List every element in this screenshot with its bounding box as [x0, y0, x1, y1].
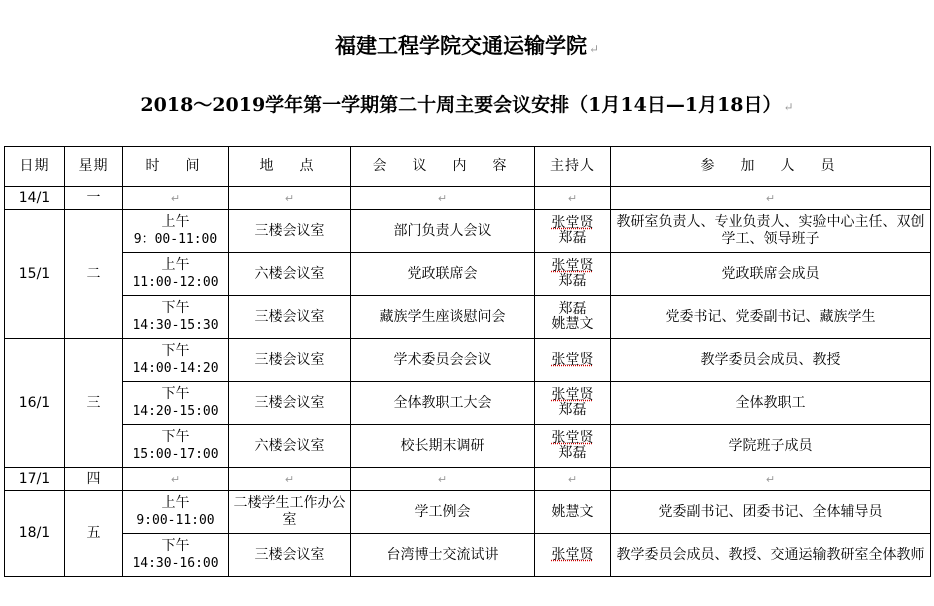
cell-place: ↵ [229, 468, 351, 491]
cell-content: 学术委员会会议 [351, 339, 535, 382]
cell-place: 六楼会议室 [229, 425, 351, 468]
cell-time: 下午 14:00-14:20 [123, 339, 229, 382]
cell-weekday: 一 [65, 187, 123, 210]
cell-host: ↵ [535, 468, 611, 491]
table-row [5, 339, 931, 382]
cell-participants: 学院班子成员 [611, 425, 931, 468]
cell-content: 台湾博士交流试讲 [351, 534, 535, 577]
cell-participants: 全体教职工 [611, 382, 931, 425]
cell-participants: 教学委员会成员、教授、交通运输教研室全体教师 [611, 534, 931, 577]
cell-time: 下午 14:30-15:30 [123, 296, 229, 339]
cell-date: 15/1 [5, 210, 65, 339]
cell-weekday: 二 [65, 210, 123, 339]
cell-time: 上午 11:00-12:00 [123, 253, 229, 296]
cell-date: 14/1 [5, 187, 65, 210]
cell-date: 16/1 [5, 339, 65, 468]
cell-place: 三楼会议室 [229, 296, 351, 339]
cell-host: ↵ [535, 187, 611, 210]
cell-place: 六楼会议室 [229, 253, 351, 296]
cell-time: ↵ [123, 187, 229, 210]
cell-content: 校长期末调研 [351, 425, 535, 468]
cell-content: 藏族学生座谈慰问会 [351, 296, 535, 339]
table-row [5, 491, 931, 534]
header-date: 日期 [5, 147, 65, 187]
cell-participants: 教学委员会成员、教授 [611, 339, 931, 382]
cell-place: 三楼会议室 [229, 382, 351, 425]
header-time: 时 间 [123, 147, 229, 187]
cell-time: 上午 9:00-11:00 [123, 491, 229, 534]
cell-participants: 党政联席会成员 [611, 253, 931, 296]
cell-place: 三楼会议室 [229, 534, 351, 577]
cell-weekday: 四 [65, 468, 123, 491]
cell-place: 三楼会议室 [229, 339, 351, 382]
header-weekday: 星期 [65, 147, 123, 187]
table-row [5, 534, 931, 577]
table-row [5, 296, 931, 339]
cell-host: 姚慧文 [535, 491, 611, 534]
header-content: 会 议 内 容 [351, 147, 535, 187]
cell-host: 张堂贤 郑磊 [535, 253, 611, 296]
cell-weekday: 三 [65, 339, 123, 468]
table-row [5, 210, 931, 253]
cell-date: 18/1 [5, 491, 65, 577]
cell-time: 下午 15:00-17:00 [123, 425, 229, 468]
cell-content: 全体教职工大会 [351, 382, 535, 425]
table-row [5, 425, 931, 468]
header-place: 地 点 [229, 147, 351, 187]
cell-host: 郑磊 姚慧文 [535, 296, 611, 339]
cell-participants: 党委书记、党委副书记、藏族学生 [611, 296, 931, 339]
cell-content: 党政联席会 [351, 253, 535, 296]
cell-host: 张堂贤 郑磊 [535, 210, 611, 253]
table-row [5, 187, 931, 210]
cell-host: 张堂贤 [535, 534, 611, 577]
header-participants: 参 加 人 员 [611, 147, 931, 187]
cell-place: ↵ [229, 187, 351, 210]
cell-time: ↵ [123, 468, 229, 491]
document-title: 福建工程学院交通运输学院 ↵ [334, 33, 600, 58]
cell-participants: 党委副书记、团委书记、全体辅导员 [611, 491, 931, 534]
document-subtitle: 2018～2019学年第一学期第二十周主要会议安排（1月14日—1月18日） ↵ [140, 94, 794, 116]
table-row [5, 253, 931, 296]
table-header-row [5, 147, 931, 187]
cell-content: ↵ [351, 187, 535, 210]
cell-time: 下午 14:20-15:00 [123, 382, 229, 425]
cell-date: 17/1 [5, 468, 65, 491]
header-host: 主持人 [535, 147, 611, 187]
cell-content: ↵ [351, 468, 535, 491]
cell-participants: ↵ [611, 187, 931, 210]
cell-place: 二楼学生工作办公室 [229, 491, 351, 534]
cell-weekday: 五 [65, 491, 123, 577]
cell-participants: 教研室负责人、专业负责人、实验中心主任、双创学工、领导班子 [611, 210, 931, 253]
cell-time: 上午 9：00-11:00 [123, 210, 229, 253]
cell-place: 三楼会议室 [229, 210, 351, 253]
meeting-schedule-table [4, 146, 931, 577]
cell-content: 学工例会 [351, 491, 535, 534]
table-row [5, 468, 931, 491]
cell-host: 张堂贤 郑磊 [535, 425, 611, 468]
cell-participants: ↵ [611, 468, 931, 491]
cell-content: 部门负责人会议 [351, 210, 535, 253]
cell-host: 张堂贤 [535, 339, 611, 382]
table-row [5, 382, 931, 425]
cell-time: 下午 14:30-16:00 [123, 534, 229, 577]
cell-host: 张堂贤 郑磊 [535, 382, 611, 425]
